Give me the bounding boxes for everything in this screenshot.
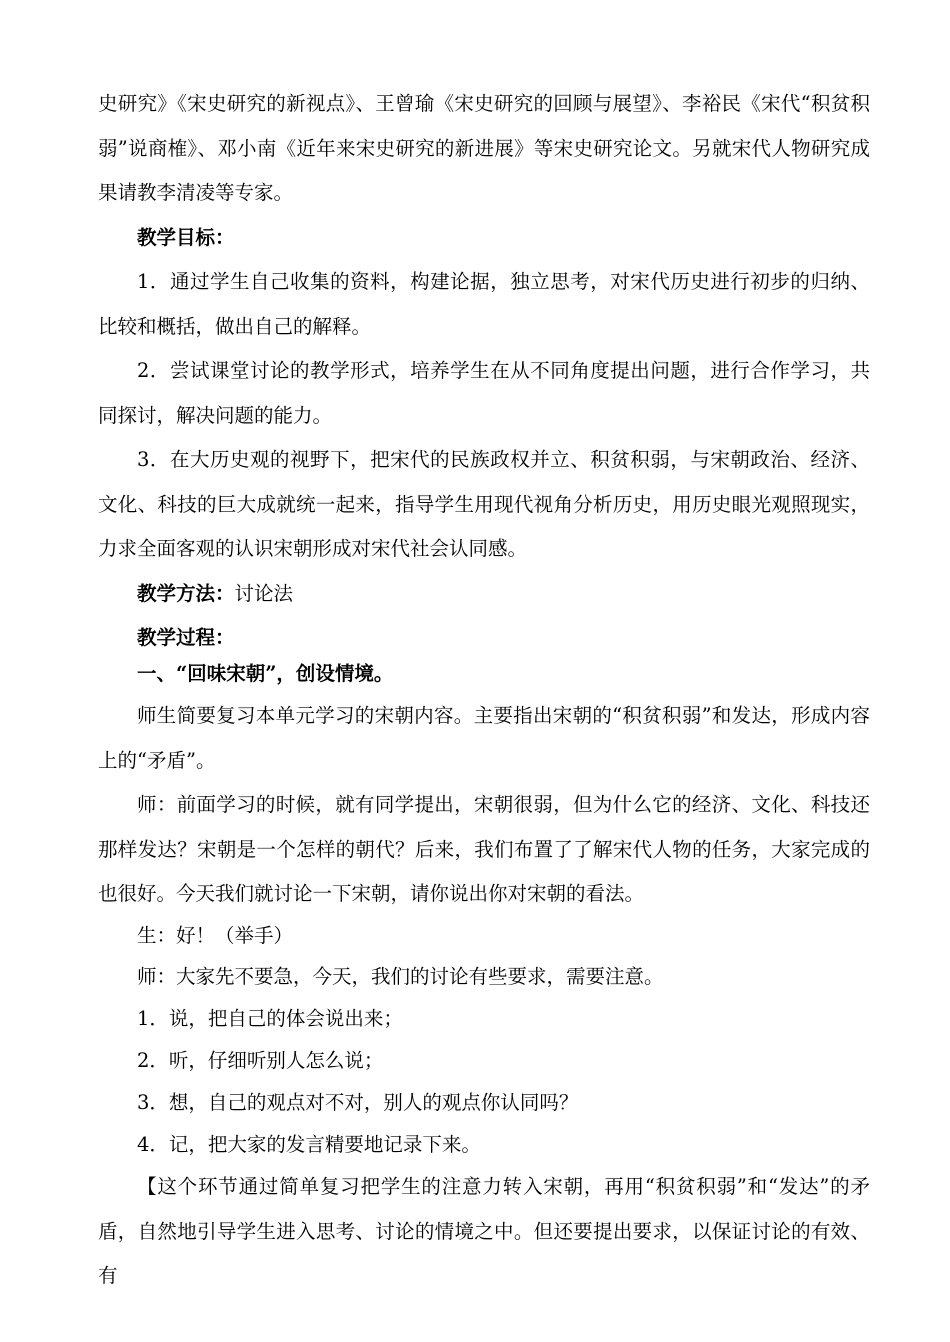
intro-paragraph: 史研究》《宋史研究的新视点》、王曾瑜《宋史研究的回顾与展望》、李裕民《宋代“积贫积弱”说商榷》、邓小南《近年来宋史研究的新进展》等宋史研究论文。另就宋代人物研究成果请教李清凌等专家。 xyxy=(98,92,870,204)
teaching-method-line xyxy=(98,572,870,617)
process-heading: 教学过程： xyxy=(137,626,235,649)
teacher-instruction: 师：大家先不要急，今天，我们的讨论有些要求，需要注意。 xyxy=(137,965,664,988)
teaching-method-value: 讨论法 xyxy=(234,582,294,605)
requirement-item-4: 4．记，把大家的发言精要地记录下来。 xyxy=(137,1133,481,1156)
objective-item-1: 1．通过学生自己收集的资料，构建论据，独立思考，对宋代历史进行初步的归纳、比较和概括，做出自己的解释。 xyxy=(98,270,870,338)
objective-item-2: 2．尝试课堂讨论的教学形式，培养学生在从不同角度提出问题，进行合作学习，共同探讨，解决问题的能力。 xyxy=(98,359,870,427)
requirement-item-1: 1．说，把自己的体会说出来； xyxy=(137,1007,403,1030)
requirement-item-3: 3．想，自己的观点对不对，别人的观点你认同吗？ xyxy=(137,1091,579,1114)
process-paragraph-1: 师生简要复习本单元学习的宋朝内容。主要指出宋朝的“积贫积弱”和发达，形成内容上的“矛盾”。 xyxy=(98,704,870,772)
process-paragraph-2: 师：前面学习的时候，就有同学提出，宋朝很弱，但为什么它的经济、文化、科技还那样发达？宋朝是一个怎样的朝代？后来，我们布置了了解宋代人物的任务，大家完成的也很好。今天我们就讨论一下宋朝，请你说出你对宋朝的看法。 xyxy=(98,793,870,905)
commentary-paragraph: 【这个环节通过简单复习把学生的注意力转入宋朝，再用“积贫积弱”和“发达”的矛盾，自然地引导学生进入思考、讨论的情境之中。但还要提出要求，以保证讨论的有效、有 xyxy=(98,1175,870,1287)
section-one-title: 一、“回味宋朝”，创设情境。 xyxy=(137,662,394,685)
objectives-heading: 教学目标： xyxy=(137,226,235,249)
requirement-item-2: 2．听，仔细听别人怎么说； xyxy=(137,1049,384,1072)
teaching-method-label: 教学方法： xyxy=(137,582,235,605)
student-response: 生：好！（举手） xyxy=(137,924,294,947)
objective-item-3: 3．在大历史观的视野下，把宋代的民族政权并立、积贫积弱，与宋朝政治、经济、文化、科技的巨大成就统一起来，指导学生用现代视角分析历史，用历史眼光观照现实，力求全面客观的认识宋朝形成对宋代社会认同感。 xyxy=(98,448,870,560)
